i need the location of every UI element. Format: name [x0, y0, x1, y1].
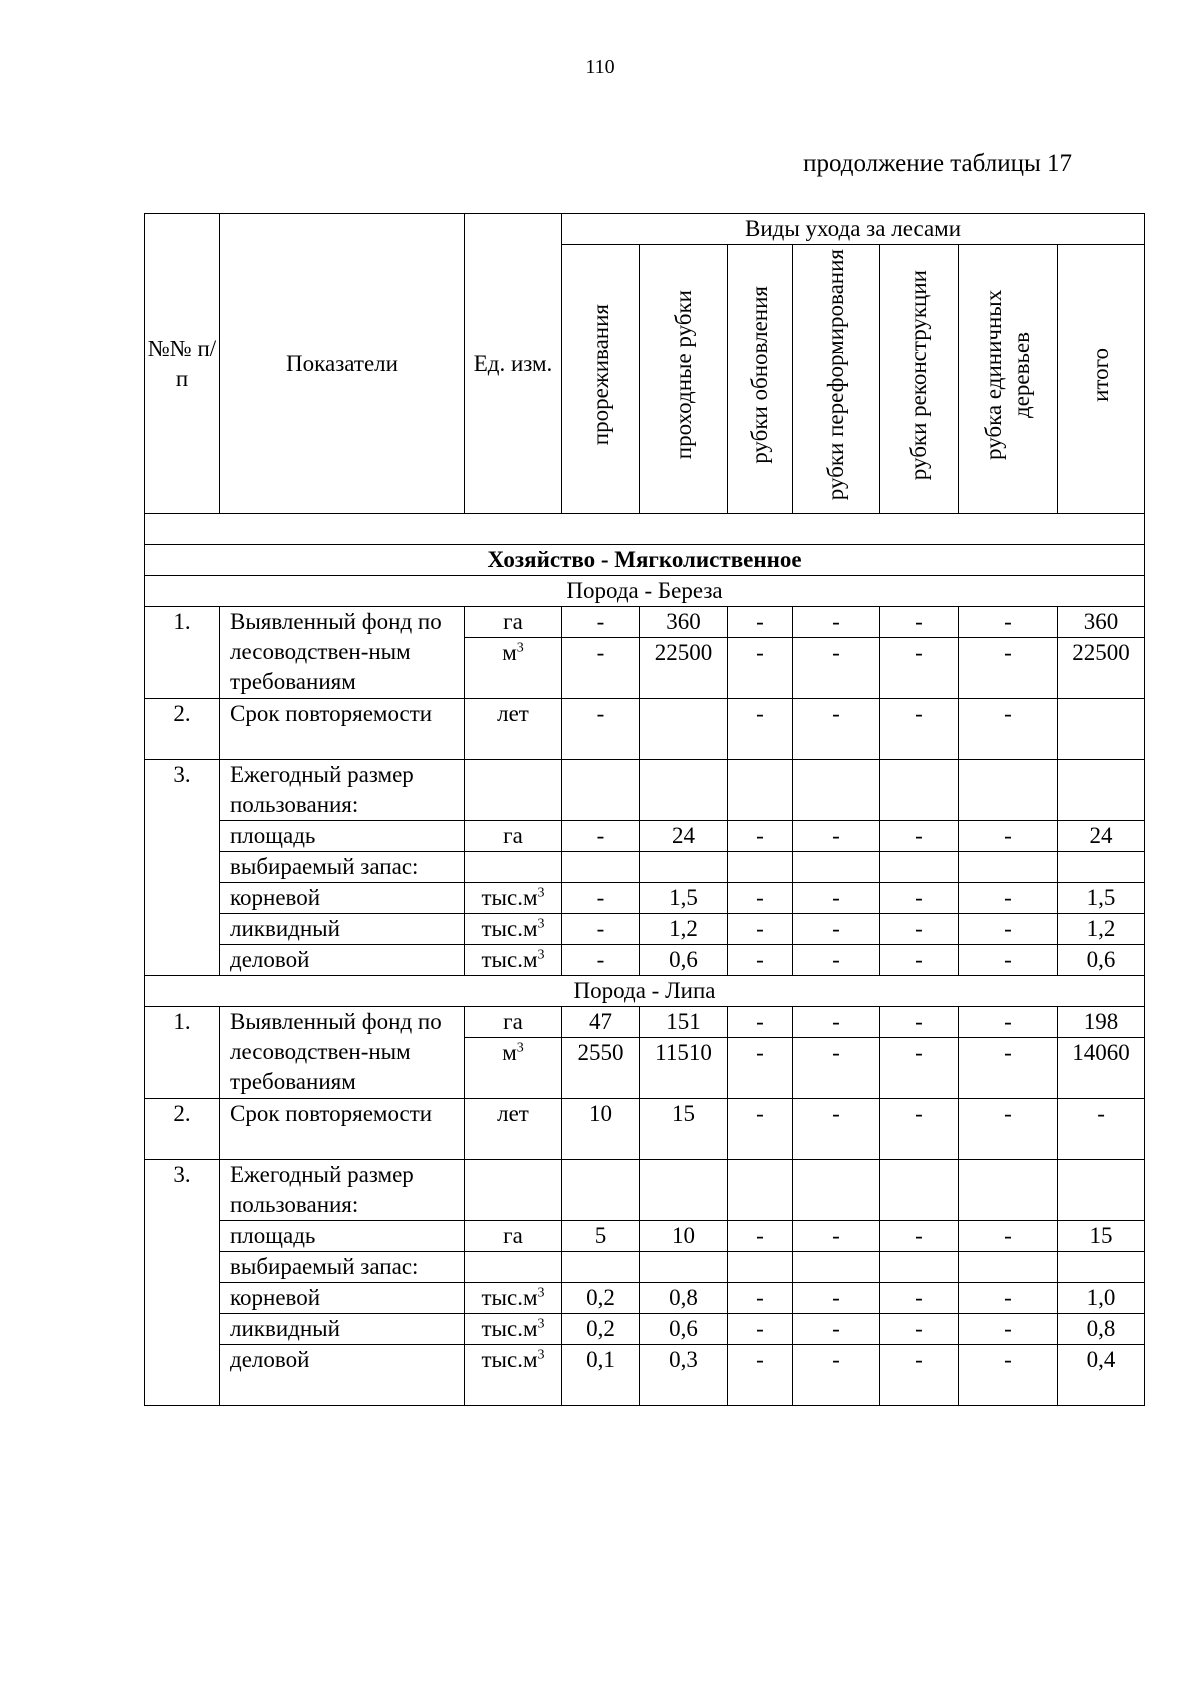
empty-row — [145, 514, 1145, 545]
table-row — [145, 1221, 1145, 1252]
empty-cell — [465, 1252, 562, 1283]
value-cell: 10 — [562, 1099, 640, 1160]
value-cell: - — [728, 945, 793, 976]
empty-cell — [793, 852, 880, 883]
table-row — [145, 760, 1145, 821]
value-cell: - — [880, 1007, 959, 1038]
value-cell: - — [793, 883, 880, 914]
empty-cell — [728, 852, 793, 883]
indicator-label: деловой — [220, 1345, 465, 1406]
value-cell — [640, 699, 728, 760]
value-cell: 151 — [640, 1007, 728, 1038]
indicator-label: Ежегодный размер пользования: — [220, 1160, 465, 1221]
value-cell: - — [793, 1314, 880, 1345]
value-cell: 0,1 — [562, 1345, 640, 1406]
row-number: 2. — [145, 1099, 220, 1160]
header-col-label: рубки реконструкции — [906, 269, 931, 481]
value-cell: - — [880, 1283, 959, 1314]
section-title: Порода - Береза — [145, 576, 1145, 607]
value-cell: 1,2 — [1058, 914, 1145, 945]
value-cell: - — [793, 1099, 880, 1160]
section-title: Порода - Липа — [145, 976, 1145, 1007]
value-cell: 0,6 — [640, 945, 728, 976]
empty-cell — [562, 1252, 640, 1283]
value-cell: 0,6 — [640, 1314, 728, 1345]
table-row — [145, 852, 1145, 883]
value-cell: - — [728, 821, 793, 852]
value-cell: - — [728, 1221, 793, 1252]
indicator-label: Ежегодный размер пользования: — [220, 760, 465, 821]
indicator-label: корневой — [220, 883, 465, 914]
indicator-label: деловой — [220, 945, 465, 976]
unit-cell: лет — [465, 699, 562, 760]
row-number: 2. — [145, 699, 220, 760]
value-cell: 0,6 — [1058, 945, 1145, 976]
header-col-label: проходные рубки — [670, 290, 696, 460]
header-indicators: Показатели — [220, 214, 465, 514]
value-cell: 1,0 — [1058, 1283, 1145, 1314]
empty-cell — [640, 1160, 728, 1221]
value-cell: 1,2 — [640, 914, 728, 945]
unit-text: га — [503, 1009, 523, 1034]
unit-superscript: 3 — [516, 1040, 524, 1056]
indicator-label: Выявленный фонд по лесоводствен-ным требованиям — [220, 607, 465, 699]
empty-cell — [640, 852, 728, 883]
table-row — [145, 821, 1145, 852]
empty-cell — [959, 1160, 1058, 1221]
empty-cell — [562, 760, 640, 821]
empty-cell — [465, 1160, 562, 1221]
value-cell: - — [1058, 1099, 1145, 1160]
value-cell: - — [793, 914, 880, 945]
value-cell: - — [562, 914, 640, 945]
value-cell: - — [880, 821, 959, 852]
unit-cell — [465, 883, 562, 914]
value-cell: - — [959, 1345, 1058, 1406]
value-cell: - — [793, 1038, 880, 1099]
value-cell: 24 — [640, 821, 728, 852]
value-cell: - — [959, 699, 1058, 760]
value-cell: - — [880, 638, 959, 699]
empty-cell — [1058, 760, 1145, 821]
unit-cell — [465, 1038, 562, 1099]
unit-superscript: 3 — [537, 1347, 545, 1363]
value-cell: 198 — [1058, 1007, 1145, 1038]
header-col-label: рубки переформирования — [823, 249, 848, 501]
value-cell: - — [959, 945, 1058, 976]
section-row — [145, 576, 1145, 607]
table-row — [145, 1283, 1145, 1314]
empty-cell — [640, 1252, 728, 1283]
unit-cell: га — [465, 1221, 562, 1252]
indicator-label: Срок повторяемости — [220, 699, 465, 760]
table-row — [145, 914, 1145, 945]
value-cell: - — [728, 699, 793, 760]
value-cell: - — [880, 1345, 959, 1406]
table-row — [145, 883, 1145, 914]
empty-cell — [465, 852, 562, 883]
value-cell: - — [959, 883, 1058, 914]
empty-cell — [640, 760, 728, 821]
value-cell: - — [562, 638, 640, 699]
unit-text: тыс.м — [481, 1347, 538, 1372]
value-cell: 10 — [640, 1221, 728, 1252]
header-col-label: прореживания — [587, 304, 613, 446]
empty-cell — [465, 760, 562, 821]
header-col-label: итого — [1088, 348, 1114, 402]
value-cell: - — [959, 1007, 1058, 1038]
value-cell: 0,3 — [640, 1345, 728, 1406]
empty-cell — [728, 760, 793, 821]
unit-text: га — [503, 609, 523, 634]
value-cell: - — [959, 821, 1058, 852]
value-cell: 360 — [1058, 607, 1145, 638]
unit-cell — [465, 914, 562, 945]
empty-cell — [959, 1252, 1058, 1283]
table-row — [145, 699, 1145, 760]
indicator-label: Выявленный фонд по лесоводствен-ным требованиям — [220, 1007, 465, 1099]
value-cell: - — [728, 1314, 793, 1345]
value-cell: 1,5 — [640, 883, 728, 914]
value-cell: - — [562, 699, 640, 760]
indicator-label: ликвидный — [220, 914, 465, 945]
empty-cell — [793, 760, 880, 821]
unit-cell — [465, 1283, 562, 1314]
section-row — [145, 976, 1145, 1007]
value-cell: - — [793, 1007, 880, 1038]
value-cell: - — [959, 1099, 1058, 1160]
empty-cell — [728, 1160, 793, 1221]
header-col-1 — [640, 245, 728, 514]
row-number: 1. — [145, 607, 220, 699]
value-cell: 0,2 — [562, 1314, 640, 1345]
value-cell: 15 — [1058, 1221, 1145, 1252]
value-cell: - — [728, 1345, 793, 1406]
indicator-label: корневой — [220, 1283, 465, 1314]
unit-cell — [465, 638, 562, 699]
header-col-label: рубка единичных деревьев — [981, 289, 1034, 461]
empty-cell — [793, 1160, 880, 1221]
table-caption: продолжение таблицы 17 — [803, 150, 1072, 177]
value-cell: 22500 — [640, 638, 728, 699]
value-cell: - — [728, 1007, 793, 1038]
table-row — [145, 1007, 1145, 1038]
row-number: 3. — [145, 1160, 220, 1406]
table-row — [145, 1160, 1145, 1221]
value-cell: - — [793, 1283, 880, 1314]
row-number: 3. — [145, 760, 220, 976]
value-cell: 47 — [562, 1007, 640, 1038]
header-col-6 — [1058, 245, 1145, 514]
unit-superscript: 3 — [516, 640, 524, 656]
header-care-types: Виды ухода за лесами — [562, 214, 1145, 245]
value-cell: - — [793, 1345, 880, 1406]
value-cell: - — [793, 1221, 880, 1252]
value-cell: - — [793, 945, 880, 976]
table-row — [145, 607, 1145, 638]
value-cell: - — [959, 1221, 1058, 1252]
unit-cell: лет — [465, 1099, 562, 1160]
indicator-label: выбираемый запас: — [220, 1252, 465, 1283]
unit-text: тыс.м — [481, 885, 538, 910]
header-col-label: рубки обновления — [747, 286, 772, 464]
value-cell: - — [959, 638, 1058, 699]
empty-cell — [562, 1160, 640, 1221]
value-cell: - — [959, 914, 1058, 945]
value-cell: - — [793, 607, 880, 638]
unit-cell: га — [465, 821, 562, 852]
value-cell: - — [728, 638, 793, 699]
empty-cell — [1058, 852, 1145, 883]
value-cell: - — [562, 883, 640, 914]
unit-superscript: 3 — [537, 1285, 545, 1301]
value-cell: - — [880, 883, 959, 914]
page-number: 110 — [585, 56, 615, 78]
header-unit: Ед. изм. — [465, 214, 562, 514]
table-row — [145, 1345, 1145, 1406]
unit-text: тыс.м — [481, 916, 538, 941]
value-cell: - — [959, 1283, 1058, 1314]
unit-text: м — [502, 640, 517, 665]
value-cell: - — [880, 1099, 959, 1160]
value-cell: - — [728, 1038, 793, 1099]
value-cell: - — [728, 1283, 793, 1314]
value-cell: 0,2 — [562, 1283, 640, 1314]
value-cell: 360 — [640, 607, 728, 638]
indicator-label: выбираемый запас: — [220, 852, 465, 883]
value-cell: - — [959, 607, 1058, 638]
forest-care-table — [144, 213, 1145, 1406]
value-cell: 0,8 — [1058, 1314, 1145, 1345]
indicator-label: Срок повторяемости — [220, 1099, 465, 1160]
value-cell: - — [728, 914, 793, 945]
empty-cell — [562, 852, 640, 883]
empty-cell — [959, 852, 1058, 883]
unit-cell — [465, 1314, 562, 1345]
value-cell: 0,4 — [1058, 1345, 1145, 1406]
table-row — [145, 1099, 1145, 1160]
unit-cell — [465, 1007, 562, 1038]
value-cell: - — [880, 1314, 959, 1345]
farm-title: Хозяйство - Мягколиственное — [145, 545, 1145, 576]
value-cell: - — [728, 1099, 793, 1160]
header-col-2 — [728, 245, 793, 514]
unit-cell — [465, 607, 562, 638]
value-cell: - — [793, 699, 880, 760]
unit-superscript: 3 — [537, 885, 545, 901]
unit-text: м — [502, 1040, 517, 1065]
indicator-label: площадь — [220, 821, 465, 852]
header-col-3 — [793, 245, 880, 514]
table-row — [145, 945, 1145, 976]
value-cell: - — [959, 1314, 1058, 1345]
value-cell: - — [562, 945, 640, 976]
value-cell: - — [880, 945, 959, 976]
unit-superscript: 3 — [537, 916, 545, 932]
empty-cell — [728, 1252, 793, 1283]
value-cell: - — [880, 607, 959, 638]
value-cell: 14060 — [1058, 1038, 1145, 1099]
empty-cell — [880, 852, 959, 883]
value-cell: 24 — [1058, 821, 1145, 852]
value-cell: - — [959, 1038, 1058, 1099]
unit-text: тыс.м — [481, 947, 538, 972]
empty-cell — [1058, 1160, 1145, 1221]
value-cell: 1,5 — [1058, 883, 1145, 914]
empty-cell — [959, 760, 1058, 821]
header-col-0 — [562, 245, 640, 514]
value-cell: 11510 — [640, 1038, 728, 1099]
table-row — [145, 1314, 1145, 1345]
value-cell: 2550 — [562, 1038, 640, 1099]
value-cell: - — [880, 1038, 959, 1099]
unit-cell — [465, 1345, 562, 1406]
value-cell: - — [728, 607, 793, 638]
value-cell: 15 — [640, 1099, 728, 1160]
value-cell: - — [880, 699, 959, 760]
value-cell: - — [562, 607, 640, 638]
value-cell: 5 — [562, 1221, 640, 1252]
unit-superscript: 3 — [537, 1316, 545, 1332]
unit-superscript: 3 — [537, 947, 545, 963]
value-cell: - — [880, 914, 959, 945]
indicator-label: площадь — [220, 1221, 465, 1252]
value-cell — [1058, 699, 1145, 760]
empty-cell — [880, 760, 959, 821]
header-col-4 — [880, 245, 959, 514]
value-cell: - — [562, 821, 640, 852]
unit-text: тыс.м — [481, 1285, 538, 1310]
value-cell: - — [793, 638, 880, 699]
indicator-label: ликвидный — [220, 1314, 465, 1345]
empty-cell — [793, 1252, 880, 1283]
row-number: 1. — [145, 1007, 220, 1099]
unit-cell — [465, 945, 562, 976]
empty-cell — [1058, 1252, 1145, 1283]
header-col-5 — [959, 245, 1058, 514]
unit-text: тыс.м — [481, 1316, 538, 1341]
value-cell: 22500 — [1058, 638, 1145, 699]
empty-cell — [880, 1252, 959, 1283]
empty-cell — [880, 1160, 959, 1221]
table-row — [145, 1252, 1145, 1283]
value-cell: - — [793, 821, 880, 852]
value-cell: - — [880, 1221, 959, 1252]
value-cell: 0,8 — [640, 1283, 728, 1314]
header-num: №№ п/п — [145, 214, 220, 514]
value-cell: - — [728, 883, 793, 914]
